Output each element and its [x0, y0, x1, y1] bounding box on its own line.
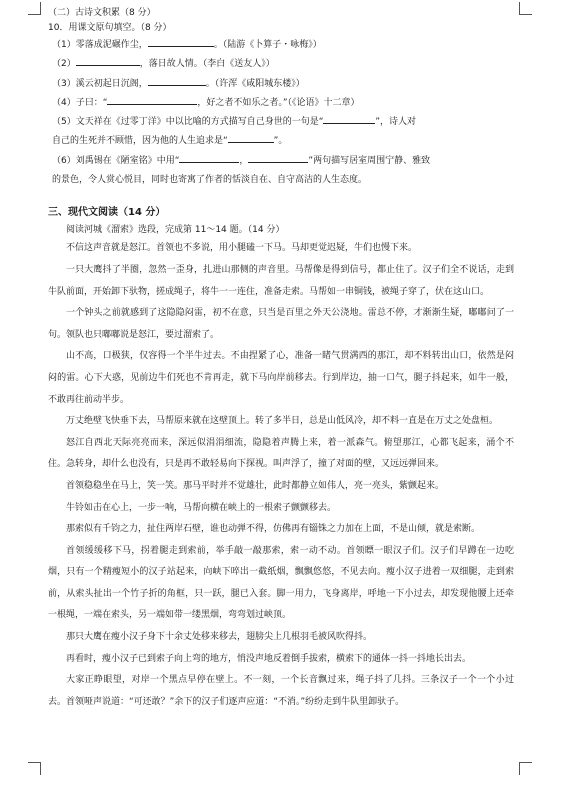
crop-mark-top-right	[519, 2, 532, 15]
reading-intro: 阅读河城《溜索》选段，完成第 11～14 题。（14 分）	[66, 225, 285, 236]
reading-paragraph: 那只大鹰在瘦小汉子身下十余丈处移来移去，翅膀尖上几根羽毛被风吹得抖。	[66, 632, 373, 643]
reading-paragraph: 大家正睁眼望，对岸一个黑点早停在壁上。不一刻，一个长音飘过来，绳子抖了几抖。三条汉子一个一个小过去。首领哑声说道：“可还敢？”余下的汉子们逐声应道：“不消。”纷纷走到牛队里卸驮子。	[48, 675, 514, 707]
fill-item-3: （3）溪云初起日沉阁， 。（许浑《咸阳城东楼》）	[52, 75, 514, 94]
crop-mark-bottom-left	[28, 762, 41, 775]
reading-paragraph: 牛铃如击在心上，一步一响，马帮向横在峡上的一根索子颤颤移去。	[66, 502, 337, 513]
reading-paragraph: 万丈绝壁飞快垂下去，马帮原来就在这壁顶上。转了多半日，总是山低风冷，却不料一直是在万丈之处盘桓。	[66, 416, 499, 427]
fill-item-1: （1）零落成泥碾作尘， 。（陆游《卜算子・咏梅》）	[52, 36, 514, 55]
question-10-stem: 10．用课文原句填空。（8 分）	[48, 23, 172, 33]
reading-paragraph: 不信这声音就是怒江。首领也不多说，用小腿磕一下马。马却更觉迟疑，牛们也慢下来。	[66, 243, 418, 254]
reading-paragraph: 山不高，口极狭，仅容得一个半牛过去。不由捏紧了心，准备一睹气贯满西的那江，却不料转出山口，依然是闷闷的雷。心下大惑，见前边牛们死也不肯再走，就下马向岸前移去。行到岸边，抽一口气，腿子抖起来，如牛一般，不敢再往前动半步。	[48, 351, 514, 405]
section3-title: 三、现代文阅读（14 分）	[48, 207, 166, 219]
answer-blank[interactable]	[107, 95, 197, 105]
fill-item-4: （4）子曰：“ ，好之者不如乐之者。”（《论语》十二章）	[52, 94, 514, 113]
answer-blank[interactable]	[148, 76, 206, 86]
answer-blank[interactable]	[248, 153, 308, 163]
fill-item-5: （5）文天祥在《过零丁洋》中以比喻的方式描写自己身世的一句是“ ”，诗人对 自己的生死并不顾惜，因为他的人生追求是“ ”。	[52, 113, 514, 152]
section2-title: （二）古诗文积累（8 分）	[48, 8, 156, 18]
answer-blank[interactable]	[179, 153, 239, 163]
answer-blank[interactable]	[76, 56, 140, 66]
crop-mark-top-left	[28, 2, 41, 15]
answer-blank[interactable]	[323, 114, 375, 124]
reading-paragraph: 一只大鹰抖了半圈，忽然一歪身，扎进山那侧的声音里。马帮像是得到信号，都止住了。汉子们全不说话，走到牛队前面，开始卸下驮物，搓成绳子，将牛一一连住，准备走索。马帮如一串铜钱，被绳子穿了，伏在这山口。	[48, 264, 514, 297]
fill-item-2: （2） ，落日故人情。（李白《送友人》）	[52, 55, 514, 74]
reading-paragraph: 首领缓缓移下马，拐着腿走到索前，举手敲一敲那索，索一动不动。首领瞟一眼汉子们。汉子们早蹲在一边吃烟，只有一个精瘦短小的汉子站起来，向峡下啐出一截纸烟，飘飘悠悠，不见去向。瘦小汉子进着一双细腿，走到索前，从索头扯出一个竹子折的角框，只一跃，腿已入套。脚一用力，飞身离岸，呼地一下小过去，却发现他腰上还牵一根绳，一端在索头，另一端如带一缕黑烟，弯弯划过峡顶。	[48, 545, 514, 621]
crop-mark-bottom-right	[519, 762, 532, 775]
reading-paragraph: 首领稳稳坐在马上，笑一笑。那马平时并不觉雄壮，此时都静立如伟人，亮一亮头，紫颤起来。	[66, 480, 445, 491]
reading-paragraph: 那索似有千钧之力，扯住两岸石壁，谁也动弹不得，仿佛再有锱铢之力加在上面，不是山倾，就是索断。	[66, 524, 481, 535]
answer-blank[interactable]	[228, 133, 274, 143]
reading-paragraph: 再看时，瘦小汉子已到索子向上弯的地方，悄没声地反着倒手拔索，横索下的通体一抖一抖地长出去。	[66, 653, 472, 664]
answer-blank[interactable]	[148, 37, 214, 47]
exam-page	[48, 6, 514, 713]
fill-item-6: （6）刘禹锡在《陋室铭》中用“ ， ”两句描写居室周围宁静、雅致 的景色，令人赏心悦目，同时也寄寓了作者的恬淡自在、自守高洁的人生态度。	[52, 152, 514, 191]
reading-paragraph: 一个钟头之前就感到了这隐隐闷雷，初不在意，只当是百里之外天公浇地。雷总不停，才渐渐生疑，嘟嘟问了一句。领队也只嘟嘟说是怒江，要过溜索了。	[48, 308, 514, 340]
reading-paragraph: 怒江自西北天际亮亮而来，深远似涓涓细流，隐隐着声腾上来，着一派森气。俯望那江，心都飞起来，涌个不住。急转身，却什么也没有，只是再不敢轻易向下探视。叫声浮了，撞了对面的壁，又远远弹回来。	[48, 437, 514, 470]
